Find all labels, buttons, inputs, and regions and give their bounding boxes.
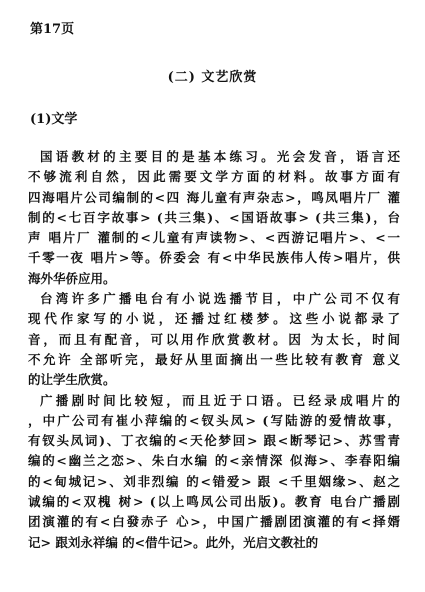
subsection-title: (1)文学 [30,112,78,127]
text-line: 现代作家写的小说，还播过红楼梦。这些小说都录了 [28,311,400,327]
text-line: 的<甸城记>、刘非烈编 的<错爱> 跟 <千里姻缘>、赵之 [28,473,400,489]
text-line: 四海唱片公司编制的<四 海儿童有声杂志>，鸣凤唱片厂 灌 [28,189,400,205]
text-line: 不够流利自然，因此需要文学方面的材料。故事方面有 [28,169,400,185]
text-line: 音，而且有配音，可以用作欣赏教材。因 为太长，时间 [28,331,400,347]
page-number: 第17页 [30,22,75,37]
text-line: 编的<幽兰之恋>、朱白水编 的<亲情深 似海>、李春阳编 [28,453,400,469]
text-line: 有钗头凤词)、丁衣编的<天伦梦回> 跟<断琴记>、苏雪青 [28,433,400,449]
text-line: 制的<七百字故事> (共三集)、<国语故事> (共三集)，台 [28,209,400,225]
text-line: 国语教材的主要目的是基本练习。光会发音，语言还 [40,149,400,164]
text-line: 海外华侨应用。 [28,270,116,286]
text-line: 诚编的<双槐 树> (以上鸣凤公司出版)。教育 电台广播剧 [28,494,400,510]
body-text [28,147,400,553]
text-line: 台湾许多广播电台有小说选播节目，中广公司不仅有 [40,291,400,307]
text-line: 不允许 全部听完，最好从里面摘出一些比较有教育 意义 [28,351,400,367]
section-title: (二) 文艺欣赏 [167,70,258,85]
text-line: 记> 跟刘永祥编 的<借牛记>。此外，光启文教社的 [28,534,319,550]
text-line: ，中广公司有崔小萍编的<钗头凤> (写陆游的爱情故事， [28,412,400,428]
text-line: 千零一夜 唱片>等。侨委会 有<中华民族伟人传>唱片，供 [28,250,400,266]
text-line: 的让学生欣赏。 [28,372,116,388]
text-line: 广播剧时间比较短，而且近于口语。已经录成唱片的 [40,392,400,408]
text-line: 声 唱片厂 灌制的<儿童有声读物>、<西游记唱片>、<一 [28,230,400,246]
text-line: 团演灌的有<白發赤子 心>，中国广播剧团演灌的有<择婿 [28,514,400,530]
